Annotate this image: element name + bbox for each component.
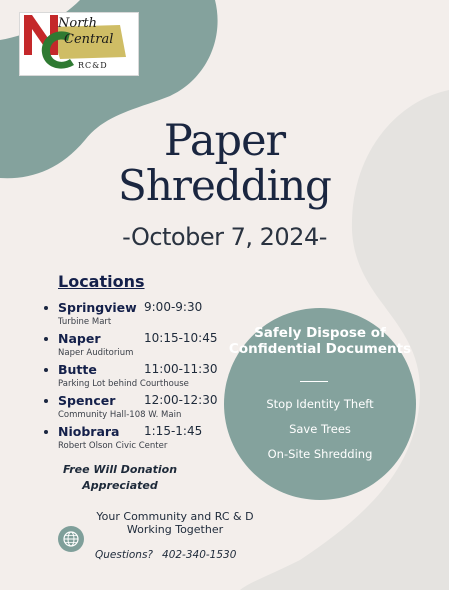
locations-heading: Locations [58, 272, 145, 291]
globe-icon [58, 526, 84, 552]
location-venue: Community Hall-108 W. Main [58, 410, 182, 420]
logo-word-rcd: RC&D [78, 61, 108, 70]
circle-benefit: Save Trees [289, 422, 351, 436]
phone-number: 402-340-1530 [162, 549, 237, 561]
bullet-icon [44, 306, 48, 310]
location-town: Butte [58, 362, 97, 377]
bullet-icon [44, 430, 48, 434]
donation-note: Free Will Donation Appreciated [62, 463, 178, 492]
location-town: Niobrara [58, 424, 120, 439]
location-venue: Turbine Mart [58, 317, 112, 327]
location-venue: Robert Olson Civic Center [58, 441, 168, 451]
event-date: -October 7, 2024- [122, 223, 327, 251]
community-tagline: Your Community and RC & D Working Together [96, 510, 254, 536]
location-town: Spencer [58, 393, 116, 408]
questions-line [95, 549, 236, 561]
location-town: Naper [58, 331, 101, 346]
location-venue: Parking Lot behind Courthouse [58, 379, 189, 389]
bullet-icon [44, 368, 48, 372]
circle-heading: Safely Dispose of Confidential Documents [228, 325, 412, 357]
circle-benefit: On-Site Shredding [267, 447, 373, 461]
location-time: 12:00-12:30 [144, 393, 218, 407]
title-line-2: Shredding [118, 161, 331, 210]
location-item [44, 362, 244, 393]
location-item [44, 331, 244, 362]
location-item [44, 424, 244, 455]
bullet-icon [44, 337, 48, 341]
location-time: 10:15-10:45 [144, 331, 218, 345]
logo-word-north: North [58, 16, 98, 31]
location-venue: Naper Auditorium [58, 348, 134, 358]
circle-divider [300, 381, 328, 382]
circle-benefit: Stop Identity Theft [266, 397, 374, 411]
location-time: 1:15-1:45 [144, 424, 203, 438]
location-town: Springview [58, 300, 137, 315]
location-item [44, 300, 244, 331]
bullet-icon [44, 399, 48, 403]
location-time: 9:00-9:30 [144, 300, 203, 314]
title-line-1: Paper [163, 116, 286, 166]
location-item [44, 393, 244, 424]
location-time: 11:00-11:30 [144, 362, 218, 376]
logo-word-central: Central [64, 32, 114, 47]
questions-label: Questions? [95, 549, 154, 561]
north-central-rcd-logo [19, 12, 139, 76]
info-circle [224, 308, 416, 500]
locations-list [44, 300, 244, 455]
